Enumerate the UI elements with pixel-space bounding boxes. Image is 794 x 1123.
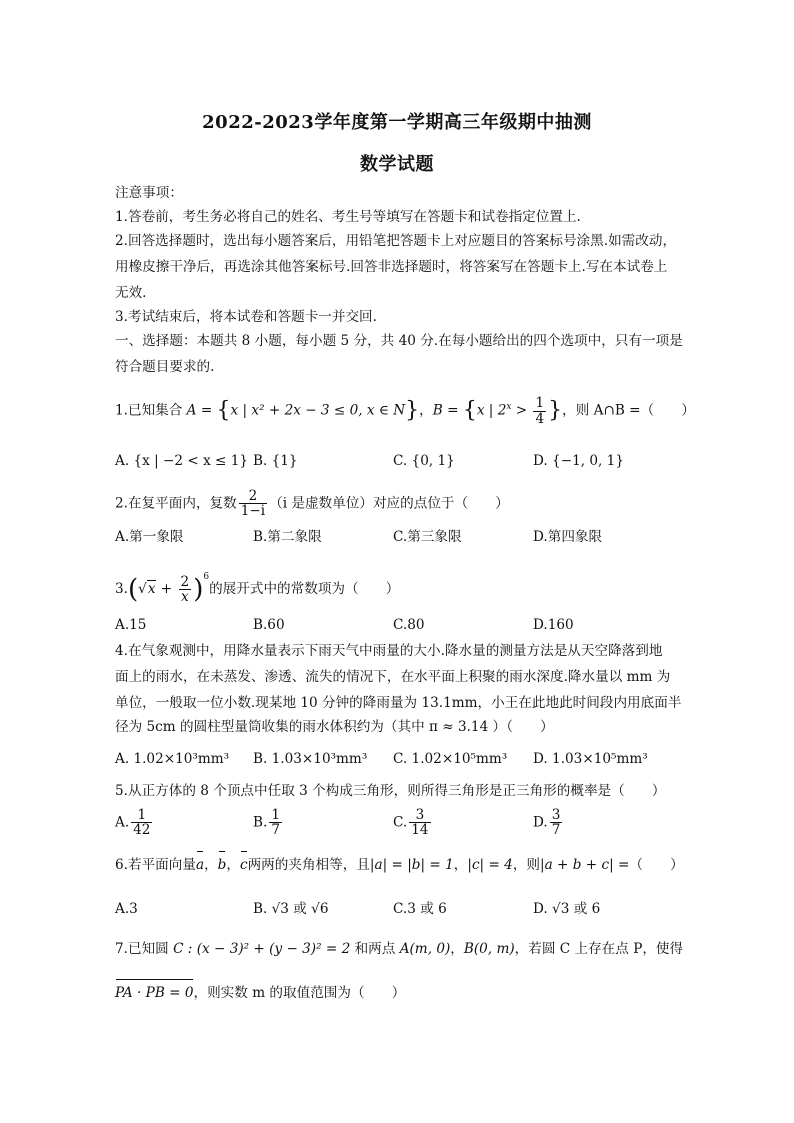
q5-option-d-num: 3 — [551, 807, 561, 823]
q6-comma-2: ， — [226, 857, 240, 873]
q1-option-d: D. {−1, 0, 1} — [533, 453, 624, 469]
question-1: 1.已知集合 A = {x | x² + 2x − 3 ≤ 0, x ∈ N}，B = {x | $2^x$ > $\frac{1}{4}$ }，则 A∩B =（ ） — [115, 395, 695, 427]
q2-prefix: 2.在复平面内，复数 — [115, 495, 237, 512]
q1-set-b-left-brace: { — [462, 398, 477, 424]
q6-option-d: D. √3 或 6 — [533, 901, 601, 917]
q5-option-d-label: D. — [533, 814, 548, 831]
q5-option-a-den: 42 — [133, 822, 151, 839]
q3-option-b: B.60 — [253, 617, 285, 633]
q5-option-c — [393, 808, 433, 838]
note-2-line-2: 用橡皮擦干净后，再选涂其他答案标号.回答非选择题时，将答案写在答题卡上.写在本试卷上 — [115, 259, 668, 275]
q6-mid-2: ，则 — [512, 857, 541, 873]
q3-suffix: 的展开式中的常数项为（ ） — [209, 581, 400, 597]
q5-option-a-frac — [131, 808, 152, 838]
q1-frac-den: 4 — [535, 410, 545, 427]
q6-comma-1: ， — [204, 857, 218, 873]
q1-option-c: C. {0, 1} — [393, 453, 455, 469]
q5-option-d — [533, 808, 564, 838]
q5-option-c-den: 14 — [411, 822, 429, 839]
q5-option-b — [253, 808, 284, 838]
q5-option-c-num: 3 — [409, 808, 430, 823]
q1-set-a-left-brace: { — [216, 398, 231, 424]
q3-option-a: A.15 — [115, 617, 147, 633]
question-4-line-2: 面上的雨水，在未蒸发、渗透、流失的情况下，在水平面上积聚的雨水深度.降水量以 mm 为 — [115, 669, 671, 685]
q7-point-b: B(0, m) — [463, 941, 515, 957]
question-4-line-1: 4.在气象观测中，用降水量表示下雨天气中雨量的大小.降水量的测量方法是从天空降落到地 — [115, 643, 663, 659]
q6-prefix: 6.若平面向量 — [115, 857, 196, 873]
q3-sqrt-arg: x — [147, 581, 156, 597]
section-1-line-2: 符合题目要求的. — [115, 359, 215, 375]
q5-option-a — [115, 808, 154, 838]
question-4-line-4: 径为 5cm 的圆柱型量筒收集的雨水体积约为（其中 π ≈ 3.14 ）（ ） — [115, 719, 554, 735]
q6-option-b: B. √3 或 √6 — [253, 901, 329, 917]
q3-right-paren: ) — [193, 574, 204, 605]
question-6 — [115, 854, 685, 876]
q2-option-a: A.第一象限 — [115, 529, 184, 545]
q6-comma-3: ， — [453, 857, 468, 873]
q6-option-c: C.3 或 6 — [393, 901, 447, 917]
q3-sqrt: √x — [138, 581, 156, 597]
question-2 — [115, 489, 685, 519]
note-2-line-3: 无效. — [115, 285, 147, 301]
q3-exponent: 6 — [203, 572, 210, 582]
q7-text-3: ， — [450, 941, 464, 957]
exam-subtitle: 数学试题 — [360, 154, 434, 175]
q7-text-2: 和两点 — [350, 941, 400, 957]
q7-dot-product: PA · PB = 0 — [115, 982, 194, 1004]
q1-frac-num: 1 — [535, 395, 545, 412]
q7-point-a: A(m, 0) — [399, 941, 451, 957]
q5-option-a-num: 1 — [131, 808, 152, 823]
q2-frac-num: 2 — [239, 489, 267, 504]
q1-set-b-right-brace: } — [548, 398, 563, 424]
q3-fraction — [179, 575, 192, 605]
q2-suffix: （i 是虚数单位）对应的点位于（ ） — [269, 495, 509, 512]
q3-left-paren: ( — [127, 574, 139, 605]
q5-option-b-label: B. — [253, 814, 268, 831]
q6-eq-3: |a + b + c| = — [540, 857, 630, 873]
q7-circle-equation: C : (x − 3)² + (y − 3)² = 2 — [173, 941, 351, 957]
q6-vector-a: a — [196, 854, 204, 876]
note-1: 1.答卷前，考生务必将自己的姓名、考生号等填写在答题卡和试卷指定位置上. — [115, 209, 581, 225]
q1-set-a-right-brace: } — [405, 398, 420, 424]
q4-option-d: D. 1.03×10⁵mm³ — [533, 751, 648, 767]
q1-suffix: ，则 A∩B =（ ） — [562, 402, 695, 419]
q3-prefix: 3. — [115, 581, 128, 597]
notes-heading: 注意事项： — [115, 185, 183, 201]
q7-text-4: ，若圆 C 上存在点 P，使得 — [514, 941, 684, 957]
q7-text-1: 7.已知圆 — [115, 941, 174, 957]
q2-option-c: C.第三象限 — [393, 529, 462, 545]
q1-separator: ， — [419, 402, 433, 419]
q1-prefix: 1.已知集合 — [115, 402, 187, 419]
q2-fraction — [239, 489, 267, 519]
q1-set-a-name: A — [186, 402, 197, 419]
q5-option-b-den: 7 — [271, 822, 280, 839]
q6-vector-b: b — [218, 854, 227, 876]
q4-option-b: B. 1.03×10³mm³ — [253, 751, 368, 767]
q1-fraction — [533, 396, 546, 426]
section-1-line-1: 一、选择题：本题共 8 小题，每小题 5 分，共 40 分.在每小题给出的四个选项中，只有一项是 — [115, 333, 683, 349]
q3-frac-den: x — [181, 589, 189, 605]
q5-option-a-label: A. — [115, 814, 130, 831]
q5-option-c-frac — [409, 808, 430, 838]
exam-title: 2022-2023学年度第一学期高三年级期中抽测 — [202, 112, 592, 133]
q6-option-a: A.3 — [115, 901, 138, 917]
q5-option-b-num: 1 — [271, 807, 280, 823]
q4-option-a: A. 1.02×10³mm³ — [115, 751, 230, 767]
q1-option-a: A. {x | −2 < x ≤ 1} — [115, 453, 249, 469]
question-5: 5.从正方体的 8 个顶点中任取 3 个构成三角形，则所得三角形是正三角形的概率是（ ） — [115, 783, 666, 799]
q1-set-b-left: x | 2 — [476, 402, 507, 419]
q2-option-b: B.第二象限 — [253, 529, 322, 545]
q6-mid-1: 两两的夹角相等，且 — [247, 857, 370, 873]
q1-set-a-inner: x | x² + 2x − 3 ≤ 0, x ∈ N — [230, 402, 406, 419]
question-7-line-1 — [115, 938, 685, 960]
q5-option-d-den: 7 — [551, 822, 561, 839]
note-2-line-1: 2.回答选择题时，选出每小题答案后，用铅笔把答题卡上对应题目的答案标号涂黑.如需改动， — [115, 233, 677, 249]
q6-eq-1: |a| = |b| = 1 — [369, 857, 454, 873]
note-3: 3.考试结束后，将本试卷和答题卡一并交回. — [115, 309, 377, 325]
q3-plus: + — [156, 581, 177, 597]
question-4-line-3: 单位，一般取一位小数.现某地 10 分钟的降雨量为 13.1mm，小王在此地此时间段内用底面半 — [115, 695, 682, 711]
q6-eq-2: |c| = 4 — [467, 857, 513, 873]
q1-set-b-gt: > — [511, 402, 532, 419]
q6-suffix: （ ） — [629, 857, 684, 873]
question-3 — [115, 566, 685, 604]
q5-option-b-frac — [269, 808, 282, 838]
q3-option-c: C.80 — [393, 617, 425, 633]
q2-frac-den: 1−i — [240, 503, 266, 520]
q1-set-b-exp: x — [506, 402, 512, 412]
q7-text-5: ，则实数 m 的取值范围为（ ） — [193, 985, 406, 1001]
q1-set-b-name: B — [432, 402, 443, 419]
q4-option-c: C. 1.02×10⁵mm³ — [393, 751, 508, 767]
q5-option-d-frac — [550, 808, 563, 838]
q1-option-b: B. {1} — [253, 453, 298, 469]
q3-frac-num: 2 — [180, 573, 190, 590]
q5-option-c-label: C. — [393, 814, 408, 831]
q3-option-d: D.160 — [533, 617, 574, 633]
q6-vector-c: c — [240, 854, 248, 876]
q2-option-d: D.第四象限 — [533, 529, 603, 545]
question-7-line-2 — [115, 982, 685, 1004]
